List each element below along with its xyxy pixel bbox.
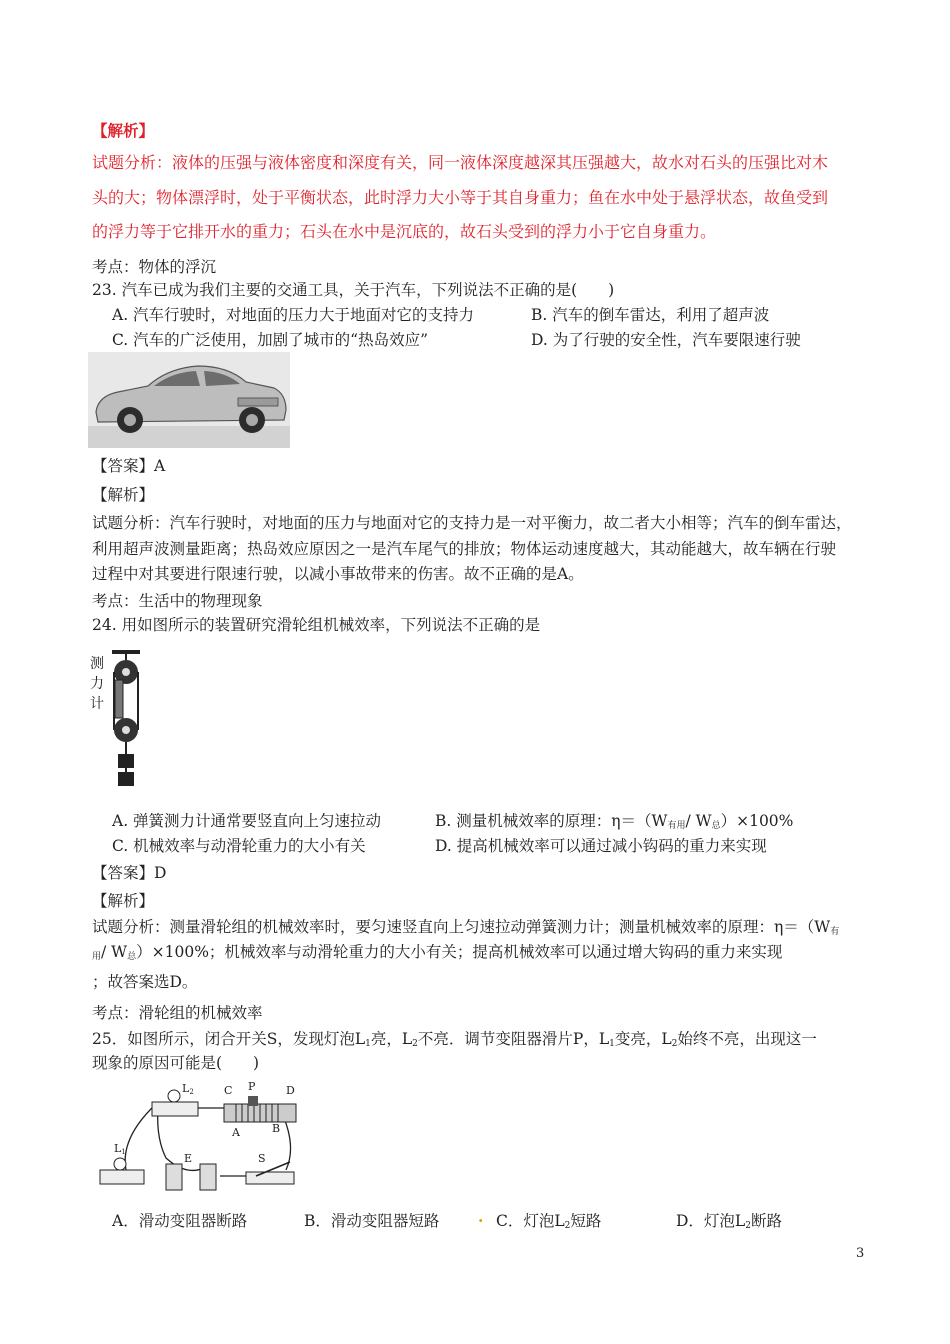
q24-stem: 24. 用如图所示的装置研究滑轮组机械效率，下列说法不正确的是	[92, 616, 541, 634]
circuit-label-b: B	[272, 1122, 281, 1135]
q25-text: 始终不亮，出现这一	[677, 1030, 817, 1048]
analysis-line-2: 头的大；物体漂浮时，处于平衡状态，此时浮力大小等于其自身重力；鱼在水中处于悬浮状态，故鱼受到	[92, 188, 829, 207]
q24-analysis-1	[92, 916, 839, 943]
q25-option-b: B．滑动变阻器短路	[304, 1212, 440, 1230]
circuit-label-c: C	[224, 1084, 233, 1097]
q25-sub: 1	[609, 1039, 615, 1049]
q25-stem-2: 现象的原因可能是( )	[92, 1054, 260, 1072]
q25-stem-1	[92, 1028, 817, 1055]
circuit-label-s: S	[258, 1152, 266, 1165]
q23-key-point: 考点：生活中的物理现象	[92, 592, 263, 610]
q23-answer: 【答案】A	[92, 457, 166, 475]
q25-text: 亮，L	[370, 1030, 413, 1048]
q25-text: 25．如图所示，闭合开关S，发现灯泡L	[92, 1030, 366, 1048]
q24-analysis-text: ）×100%；机械效率与动滑轮重力的大小有关；提高机械效率可以通过增大钩码的重力来实现	[136, 943, 783, 961]
q23-analysis-header: 【解析】	[92, 486, 155, 504]
q25-d-sub: 2	[745, 1221, 751, 1231]
q24-option-a: A. 弹簧测力计通常要竖直向上匀速拉动	[112, 812, 382, 830]
q24-b-text: / W	[685, 812, 712, 830]
q23-option-a: A. 汽车行驶时，对地面的压力大于地面对它的支持力	[112, 306, 475, 324]
analysis-line-3: 的浮力等于它排开水的重力；石头在水中是沉底的，故石头受到的浮力小于它自身重力。	[92, 222, 717, 241]
q23-stem: 23. 汽车已成为我们主要的交通工具，关于汽车，下列说法不正确的是( )	[92, 281, 615, 299]
q25-c-text: C．灯泡L	[496, 1212, 565, 1230]
q25-sub: 2	[671, 1039, 678, 1049]
pulley-diagram	[104, 650, 144, 805]
q24-b-sub: 总	[711, 821, 721, 831]
q25-sub: 1	[365, 1039, 371, 1049]
q24-option-b	[435, 810, 793, 837]
q24-analysis-sub: 总	[127, 952, 137, 962]
pulley-figure	[90, 650, 150, 805]
q23-analysis-2: 利用超声波测量距离；热岛效应原因之一是汽车尾气的排放；物体运动速度越大，其动能越大，故车辆在行驶	[92, 540, 837, 558]
analysis-header: 【解析】	[92, 122, 155, 140]
q25-c-text: 短路	[570, 1212, 602, 1230]
q23-analysis-1: 试题分析：汽车行驶时，对地面的压力与地面对它的支持力是一对平衡力，故二者大小相等；汽车的倒车雷达，	[92, 514, 852, 532]
circuit-label-l2: L2	[182, 1082, 194, 1096]
q24-b-sub: 有用	[667, 821, 686, 831]
q24-b-text: B. 测量机械效率的原理：η＝（W	[435, 812, 668, 830]
q25-option-a: A．滑动变阻器断路	[112, 1212, 248, 1230]
q24-analysis-header: 【解析】	[92, 892, 155, 910]
q25-d-text: D．灯泡L	[676, 1212, 746, 1230]
q24-analysis-2	[92, 941, 782, 968]
analysis-line-1: 试题分析：液体的压强与液体密度和深度有关，同一液体深度越深其压强越大，故水对石头的压强比对木	[92, 153, 829, 172]
q25-sub: 2	[412, 1039, 418, 1049]
q24-analysis-sub: 有	[830, 927, 840, 937]
q24-analysis-3: ；故答案选D。	[92, 973, 198, 991]
q24-key-point: 考点：滑轮组的机械效率	[92, 1004, 263, 1022]
q23-analysis-3: 过程中对其要进行限速行驶，以减小事故带来的伤害。故不正确的是A。	[92, 565, 584, 583]
figure-label	[90, 654, 104, 714]
q24-option-d: D. 提高机械效率可以通过减小钩码的重力来实现	[435, 837, 767, 855]
q25-text: 变亮，L	[614, 1030, 672, 1048]
circuit-figure	[96, 1078, 306, 1198]
circuit-label-p: P	[248, 1080, 256, 1093]
q24-answer: 【答案】D	[92, 864, 167, 882]
key-point-1: 考点：物体的浮沉	[92, 258, 217, 276]
circuit-label-e: E	[184, 1152, 193, 1165]
q24-analysis-sub: 用	[92, 952, 102, 962]
stray-dot: .	[478, 1207, 484, 1226]
q23-option-c: C. 汽车的广泛使用，加剧了城市的“热岛效应”	[112, 331, 429, 349]
car-image	[88, 352, 290, 448]
q25-c-sub: 2	[564, 1221, 571, 1231]
circuit-label-a: A	[232, 1126, 240, 1139]
q25-d-text: 断路	[750, 1212, 782, 1230]
q24-analysis-text: / W	[101, 943, 128, 961]
q23-option-d: D. 为了行驶的安全性，汽车要限速行驶	[531, 331, 801, 349]
page-number: 3	[856, 1246, 865, 1261]
q24-option-c: C. 机械效率与动滑轮重力的大小有关	[112, 837, 366, 855]
circuit-label-l1: L1	[114, 1142, 126, 1156]
figure-label-char: 测	[90, 656, 104, 672]
figure-label-char: 计	[90, 696, 104, 712]
q23-option-b: B. 汽车的倒车雷达，利用了超声波	[531, 306, 770, 324]
q25-text: 不亮．调节变阻器滑片P，L	[417, 1030, 610, 1048]
q25-option-c	[496, 1210, 601, 1237]
q24-analysis-text: 试题分析：测量滑轮组的机械效率时，要匀速竖直向上匀速拉动弹簧测力计；测量机械效率的原理：η＝（W	[92, 918, 831, 936]
q24-b-text: ）×100%	[720, 812, 794, 830]
q25-option-d	[676, 1210, 782, 1237]
figure-label-char: 力	[90, 676, 104, 692]
circuit-label-d: D	[286, 1084, 295, 1097]
